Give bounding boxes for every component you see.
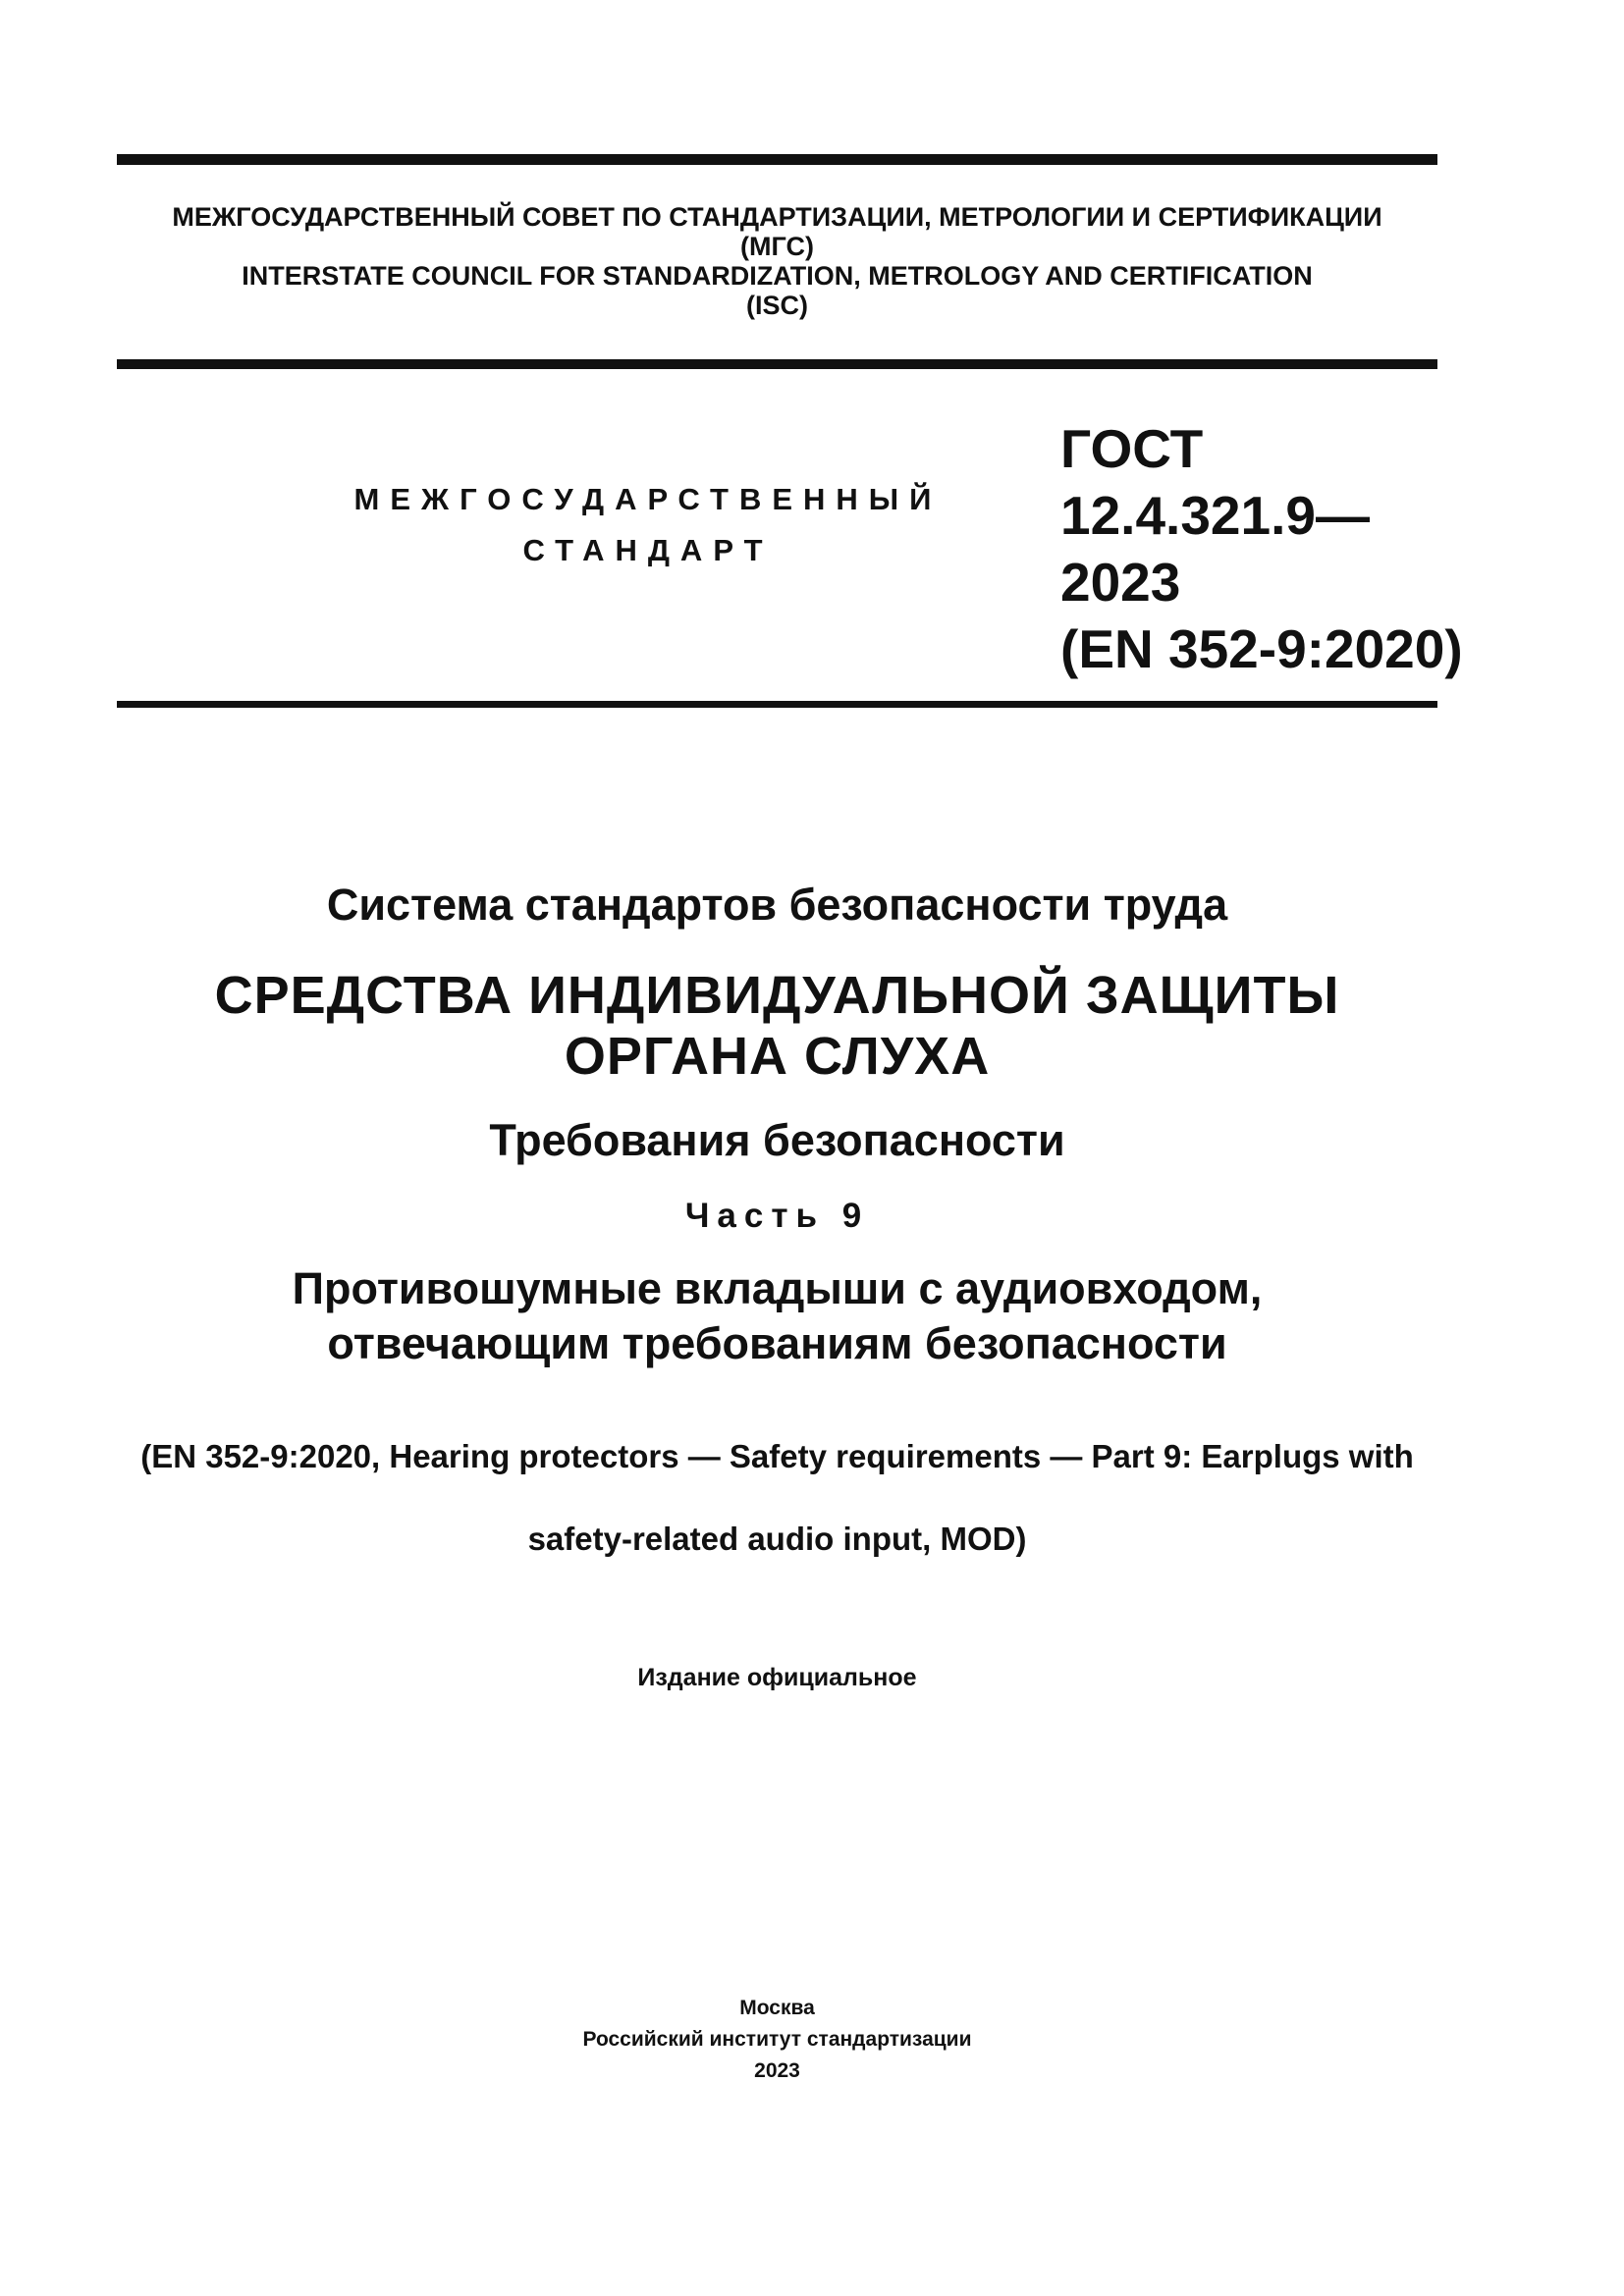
part-number: Часть 9 [684,1197,870,1235]
part-title-line1: Противошумные вкладыши с аудиовходом, [292,1263,1263,1313]
imprint [117,1993,1437,2087]
council-header [117,202,1437,320]
standard-kind [324,474,972,576]
series-title: Система стандартов безопасности труда [326,880,1228,930]
part-title-line2: отвечающим требованиям безопасности [327,1318,1227,1368]
main-title-line1: СРЕДСТВА ИНДИВИДУАЛЬНОЙ ЗАЩИТЫ [214,966,1340,1025]
standard-kind-line2: СТАНДАРТ [522,533,774,567]
main-title [117,965,1437,1087]
en-reference-line2: safety-related audio input, MOD) [527,1521,1027,1557]
en-reference-line1: (EN 352-9:2020, Hearing protectors — Safety requirements — Part 9: Earplugs with [140,1438,1414,1474]
edition-note: Издание официальное [637,1664,917,1691]
designation-gost: ГОСТ [1060,418,1204,479]
title-block [117,879,1437,1601]
top-rule [117,154,1437,165]
standard-designation [1060,415,1463,682]
designation-number: 12.4.321.9— [1060,485,1370,546]
designation-year: 2023 [1060,552,1181,613]
council-name-en: INTERSTATE COUNCIL FOR STANDARDIZATION, METROLOGY AND CERTIFICATION [242,261,1313,291]
en-reference [117,1395,1437,1601]
standard-kind-line1: МЕЖГОСУДАРСТВЕННЫЙ [353,482,943,516]
imprint-year: 2023 [754,2059,800,2082]
bottom-rule [117,701,1437,708]
council-abbr-ru: (МГС) [740,232,814,261]
council-name-ru: МЕЖГОСУДАРСТВЕННЫЙ СОВЕТ ПО СТАНДАРТИЗАЦИИ, МЕТРОЛОГИИ И СЕРТИФИКАЦИИ [172,202,1382,232]
part-title [117,1261,1437,1371]
main-title-line2: ОРГАНА СЛУХА [564,1027,991,1086]
imprint-publisher: Российский институт стандартизации [582,2028,972,2051]
middle-rule [117,359,1437,369]
designation-en-equivalent: (EN 352-9:2020) [1060,618,1463,679]
subtitle: Требования безопасности [489,1115,1065,1165]
council-abbr-en: (ISC) [746,291,808,320]
imprint-city: Москва [739,1997,815,2019]
